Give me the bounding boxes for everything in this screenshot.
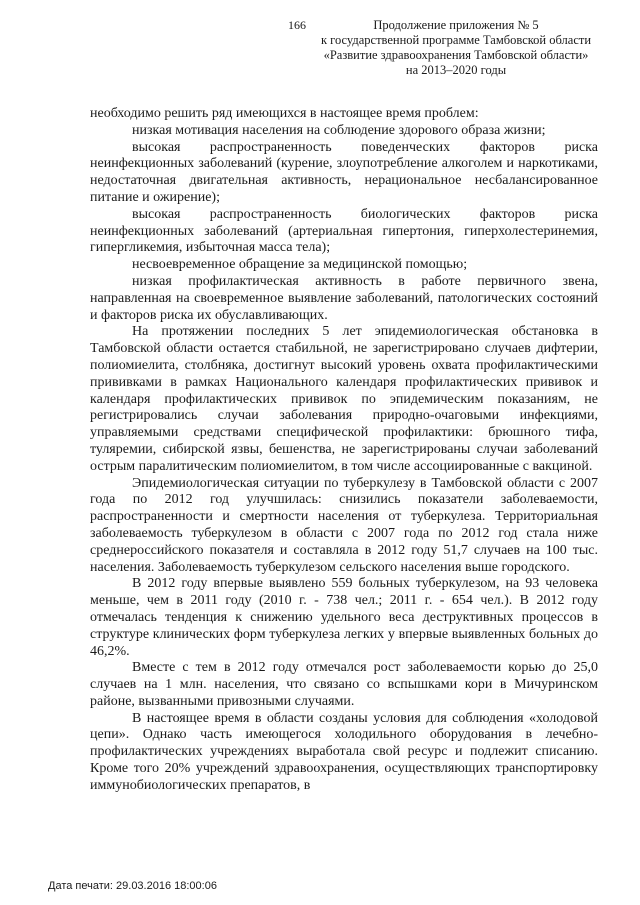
paragraph: В 2012 году впервые выявлено 559 больных туберкулезом, на 93 человека меньше, чем в 2011 году (2010 г. - 738 чел.; 2011 г. - 654 чел.). В 2012 году отмечалась тенденция к снижению удельного веса деструктивных процессов в структуре клинических форм туберкулеза легких у впервые выявленных больных до 46,2%. bbox=[90, 576, 598, 659]
paragraph: высокая распространенность биологических факторов риска неинфекционных заболеваний (артериальная гипертония, гиперхолестеринемия, гипергликемия, избыточная масса тела); bbox=[90, 206, 598, 256]
paragraph: В настоящее время в области созданы условия для соблюдения «холодовой цепи». Однако часть имеющегося холодильного оборудования в лечебно-профилактических учреждениях выработала свой ресурс и подлежит списанию. Кроме того 20% учреждений здравоохранения, осуществляющих транспортировку иммунобиологических препаратов, в bbox=[90, 710, 598, 793]
paragraph: несвоевременное обращение за медицинской помощью; bbox=[132, 257, 468, 273]
paragraph: необходимо решить ряд имеющихся в настоящее время проблем: bbox=[90, 106, 479, 121]
appendix-header bbox=[296, 18, 616, 78]
paragraph: высокая распространенность поведенческих факторов риска неинфекционных заболеваний (курение, злоупотребление алкоголем и наркотиками, недостаточная двигательная активность, нерациональное несбалансированное питание и ожирение); bbox=[90, 139, 598, 205]
paragraph: низкая мотивация населения на соблюдение здорового образа жизни; bbox=[132, 122, 546, 138]
print-date-footer: Дата печати: 29.03.2016 18:00:06 bbox=[48, 880, 217, 892]
body-text bbox=[90, 106, 598, 795]
paragraph: низкая профилактическая активность в работе первичного звена, направленная на своевременное выявление заболеваний, патологических состояний и факторов риска их обуславливающих. bbox=[90, 273, 598, 323]
paragraph: На протяжении последних 5 лет эпидемиологическая обстановка в Тамбовской области остается стабильной, не зарегистрировано случаев дифтерии, полиомиелита, столбняка, достигнут высокий уровень охвата профилактическими прививками в рамках Национального календаря профилактических прививок и календаря профилактических прививок по эпидемическим показаниям, не регистрировались случаи заболевания природно-очаговыми инфекциями, управляемыми средствами специфической профилактики: брюшного тифа, туляремии, сибирской язвы, бешенства, не зарегистрированы случаи заболеваний острым паралитическим полиомиелитом, в том числе ассоциированные с вакциной. bbox=[90, 324, 598, 474]
header-line-1: Продолжение приложения № 5 bbox=[373, 18, 539, 32]
paragraph: Эпидемиологическая ситуации по туберкулезу в Тамбовской области с 2007 года по 2012 год улучшилась: снизились показатели заболеваемости, распространенности и смертности населения от туберкулеза. Территориальная заболеваемость туберкулезом в области с 2007 года по 2012 год стала ниже среднероссийского показателя и составляла в 2012 году 51,7 случаев на 100 тыс. населения. Заболеваемость туберкулезом сельского населения выше городского. bbox=[90, 475, 598, 575]
header-line-3: «Развитие здравоохранения Тамбовской области» bbox=[323, 48, 589, 62]
page-number: 166 bbox=[288, 18, 306, 32]
paragraph: Вместе с тем в 2012 году отмечался рост заболеваемости корью до 25,0 случаев на 1 млн. населения, что связано со вспышками кори в Мичуринском районе, вызванными привозными случаями. bbox=[90, 660, 598, 709]
header-line-2: к государственной программе Тамбовской области bbox=[320, 33, 592, 47]
header-line-4: на 2013–2020 годы bbox=[405, 63, 507, 77]
